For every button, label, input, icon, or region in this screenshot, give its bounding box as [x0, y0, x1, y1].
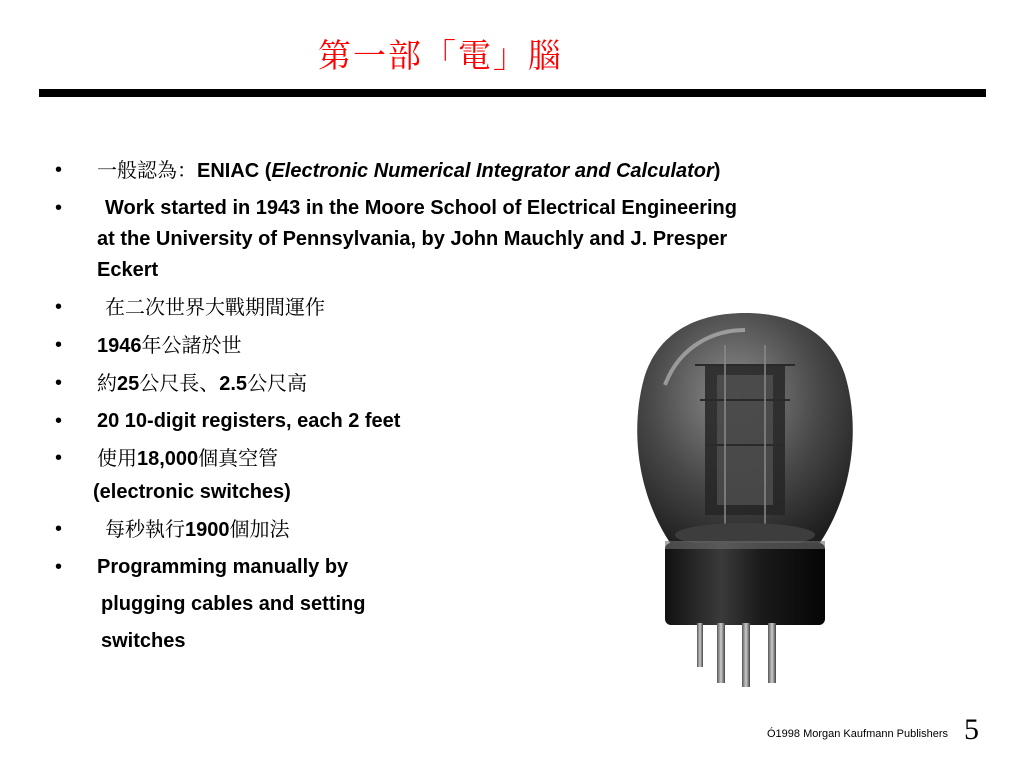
bullet-dot: •: [55, 296, 63, 318]
work-line-2: at the University of Pennsylvania, by John Mauchly and J. Presper: [97, 228, 728, 250]
registers-text: 20 10-digit registers, each 2 feet: [97, 410, 401, 432]
work-line-1: Work started in 1943 in the Moore School of Electrical Engineering: [105, 197, 737, 219]
bullet-eniac: [55, 155, 935, 187]
bullet-dot: •: [55, 518, 63, 540]
bullet-dot: •: [55, 556, 63, 578]
prog-line-2: plugging cables and setting: [101, 593, 366, 615]
dim-height-unit: 公尺高: [247, 371, 308, 395]
tubes-unit: 個真空管: [198, 446, 279, 470]
bullet-dot: •: [55, 447, 63, 469]
dim-height: 2.5: [219, 373, 248, 395]
eniac-expansion: Electronic Numerical Integrator and Calculator: [271, 160, 714, 182]
dim-about: 約: [97, 371, 117, 395]
add-rate-prefix: 每秒執行: [105, 517, 185, 541]
vacuum-tube-photo: [605, 305, 885, 690]
copyright-footer: Ó1998 Morgan Kaufmann Publishers: [767, 728, 948, 740]
tubes-note: (electronic switches): [93, 481, 291, 503]
tubes-count: 18,000: [137, 448, 199, 470]
year-1946: 1946: [97, 335, 142, 357]
tubes-use: 使用: [97, 446, 137, 470]
prog-line-1: Programming manually by: [97, 556, 349, 578]
bullet-dot: •: [55, 197, 63, 219]
bullet-dot: •: [55, 159, 63, 181]
bullet-dot: •: [55, 334, 63, 356]
page-number: 5: [964, 713, 979, 746]
dim-length-unit: 公尺長、: [139, 371, 220, 395]
eniac-prefix: 一般認為：: [97, 158, 197, 182]
slide-title: 第一部「電」腦: [318, 36, 563, 75]
dim-length: 25: [117, 373, 140, 395]
title-rule: [39, 89, 986, 97]
add-rate-unit: 個加法: [229, 517, 290, 541]
eniac-lead: ENIAC (: [197, 160, 272, 182]
eniac-tail: ): [713, 160, 721, 182]
bullet-work-started: [55, 193, 935, 286]
wwii-text: 在二次世界大戰期間運作: [105, 295, 325, 319]
work-line-3: Eckert: [97, 259, 159, 281]
bullet-dot: •: [55, 372, 63, 394]
year-1946-text: 年公諸於世: [141, 333, 242, 357]
bullet-dot: •: [55, 410, 63, 432]
add-rate: 1900: [185, 519, 230, 541]
prog-line-3: switches: [101, 630, 186, 652]
